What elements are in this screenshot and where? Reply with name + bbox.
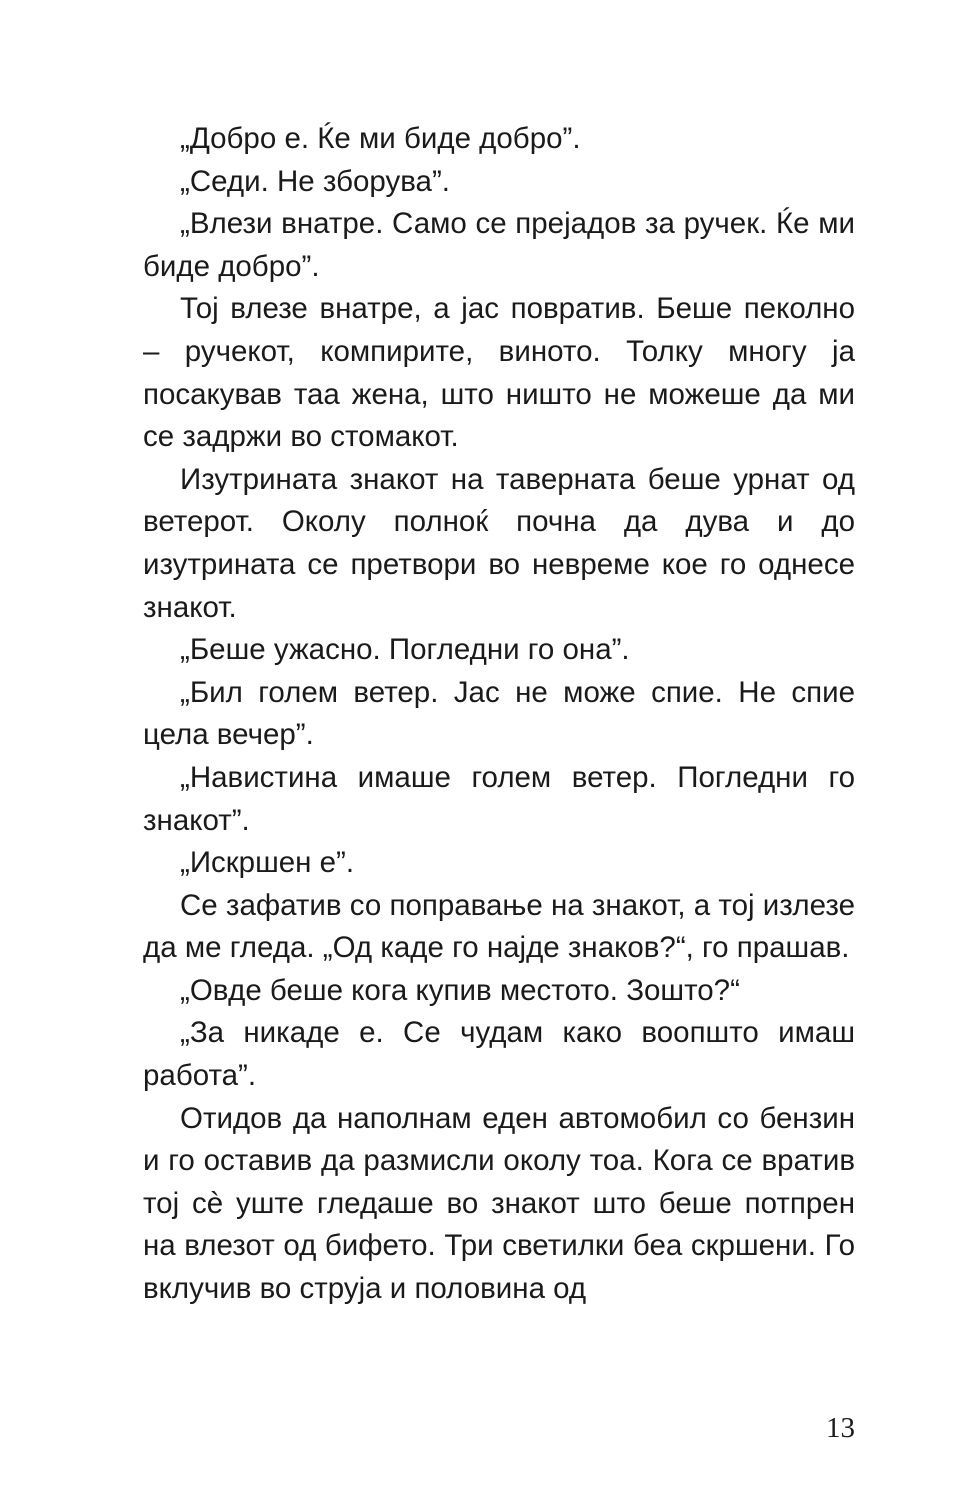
paragraph: Се зафатив со поправање на знакот, а тој излезе да ме гледа. „Од каде го најде знаков?“, го прашав. xyxy=(143,888,855,965)
paragraph: Изутрината знакот на таверната беше урнат од ветерот. Околу полноќ почна да дува и до изутрината се претвори во невреме кое го однесе знакот. xyxy=(143,462,855,624)
paragraph: „За никаде е. Се чудам како воопшто имаш работа”. xyxy=(143,1016,855,1093)
page-number: 13 xyxy=(826,1412,855,1444)
paragraph: „Добро е. Ќе ми биде добро”. xyxy=(180,122,581,155)
paragraph: Отидов да наполнам еден автомобил со бензин и го оставив да размисли околу тоа. Кога се вратив тој сè уште гледаше во знакот што беше потпрен на влезот од бифето. Три светилки беа скршени. Го вклучив во струја и половина од xyxy=(143,1101,855,1306)
paragraph: „Искршен е”. xyxy=(180,846,355,880)
paragraph: „Навистина имаше голем ветер. Погледни го знакот”. xyxy=(143,760,855,837)
paragraph: Тој влезе внатре, а јас повратив. Беше пеколно – ручекот, компирите, виното. Толку многу ја посакував таа жена, што ништо не можеше да ми се задржи во стомакот. xyxy=(143,292,855,454)
paragraph: „Бил голем ветер. Јас не може спие. Не спие цела вечер”. xyxy=(143,675,855,752)
paragraph: „Влези внатре. Само се прејадов за ручек. Ќе ми биде добро”. xyxy=(143,207,855,283)
body-text xyxy=(143,118,855,1311)
paragraph: „Беше ужасно. Погледни го она”. xyxy=(180,633,630,667)
paragraph: „Овде беше кога купив местото. Зошто?“ xyxy=(180,973,740,1007)
paragraph: „Седи. Не зборува”. xyxy=(180,164,450,198)
